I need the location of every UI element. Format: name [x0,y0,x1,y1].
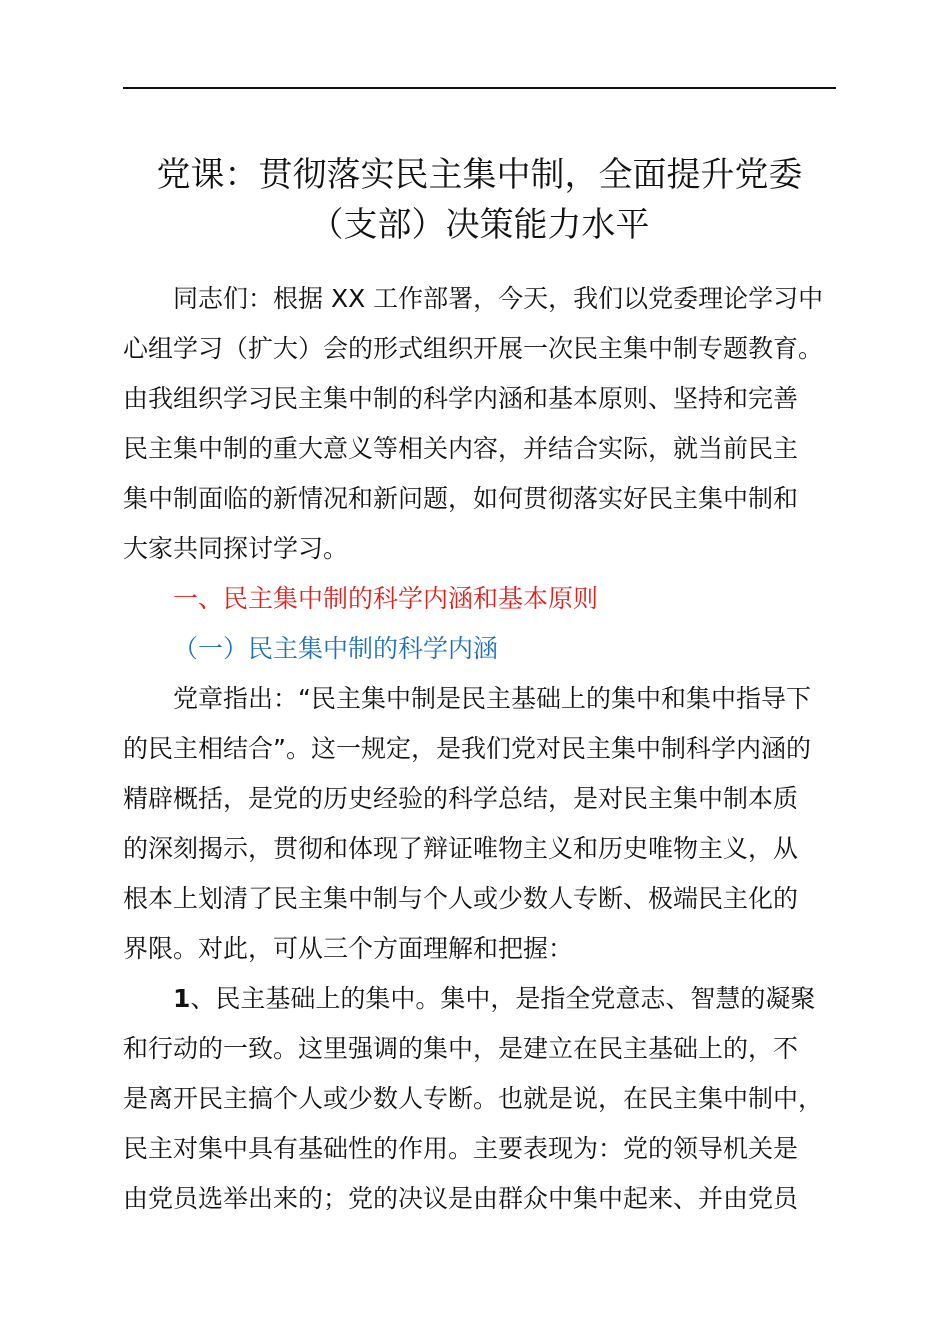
section-heading: 一、民主集中制的科学内涵和基本原则 [173,584,599,613]
text-line: 和行动的一致。这里强调的集中，是建立在民主基础上的，不 [123,1034,799,1063]
text-line: 集中制面临的新情况和新问题，如何贯彻落实好民主集中制和 [123,484,799,513]
document-body [123,274,836,1224]
text-line: 精辟概括，是党的历史经验的科学总结，是对民主集中制本质 [123,784,799,813]
text-line: 界限。对此，可从三个方面理解和把握： [123,934,574,963]
text-line: 民主对集中具有基础性的作用。主要表现为：党的领导机关是 [123,1134,799,1163]
point-lead-text: 、民主基础上的集中。集中，是指全党意志、智慧的凝聚 [190,984,816,1013]
title-line-2: （支部）决策能力水平 [309,205,650,245]
body-paragraph [123,674,836,974]
text-line: 同志们：根据 XX 工作部署，今天，我们以党委理论学习中 [173,284,824,313]
text-line: 党章指出：“民主集中制是民主基础上的集中和集中指导下 [173,684,811,713]
text-line: 的深刻揭示，贯彻和体现了辩证唯物主义和历史唯物主义，从 [123,834,799,863]
text-line: 大家共同探讨学习。 [123,534,349,563]
point-number: 1 [173,984,191,1013]
text-line [123,974,836,1024]
document-title [123,150,836,250]
text-line: 是离开民主搞个人或少数人专断。也就是说，在民主集中制中， [123,1084,824,1113]
text-line: 由我组织学习民主集中制的科学内涵和基本原则、坚持和完善 [123,384,799,413]
header-rule [123,87,836,89]
point-paragraph [123,974,836,1224]
text-line: 心组学习（扩大）会的形式组织开展一次民主集中制专题教育。 [123,334,824,363]
title-line-1: 党课：贯彻落实民主集中制，全面提升党委 [156,155,803,195]
text-line: 根本上划清了民主集中制与个人或少数人专断、极端民主化的 [123,884,799,913]
text-line: 民主集中制的重大意义等相关内容，并结合实际，就当前民主 [123,434,799,463]
intro-paragraph [123,274,836,574]
subsection-heading: （一）民主集中制的科学内涵 [173,634,499,663]
text-line: 由党员选举出来的；党的决议是由群众中集中起来、并由党员 [123,1184,799,1213]
text-line: 的民主相结合”。这一规定，是我们党对民主集中制科学内涵的 [123,734,811,763]
